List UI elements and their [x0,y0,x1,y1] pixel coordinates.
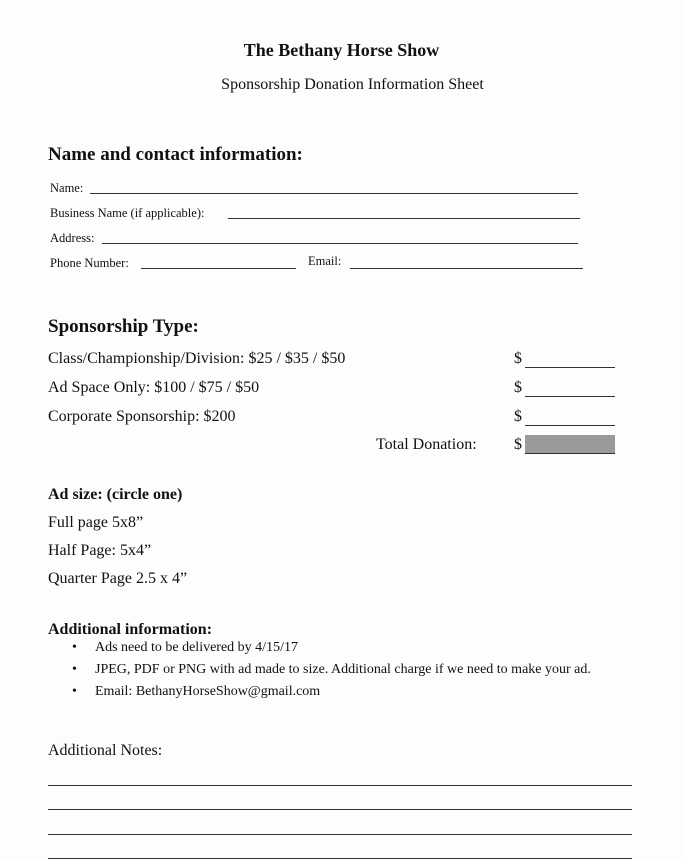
bullet-icon: • [72,684,77,699]
class-amount-field[interactable] [525,353,615,368]
name-label: Name: [50,181,84,195]
corporate-amount-field[interactable] [525,411,615,426]
document-title: The Bethany Horse Show [243,40,440,60]
notes-label: Additional Notes: [48,742,163,759]
notes-line[interactable] [48,858,632,859]
ad-size-option[interactable]: Full page 5x8” [48,514,144,531]
total-label: Total Donation: [376,436,477,453]
bullet-icon: • [72,640,77,655]
notes-line[interactable] [48,785,632,786]
contact-heading: Name and contact information: [48,144,303,165]
sponsorship-heading: Sponsorship Type: [48,316,199,337]
sponsorship-class-label: Class/Championship/Division: $25 / $35 / $50 [48,350,346,367]
business-label: Business Name (if applicable): [50,206,205,220]
name-field[interactable] [90,193,578,194]
ad-size-heading: Ad size: (circle one) [48,486,183,503]
notes-line[interactable] [48,834,632,835]
ad-amount-field[interactable] [525,382,615,397]
phone-label: Phone Number: [50,256,129,270]
address-label: Address: [50,231,95,245]
info-bullet: Email: BethanyHorseShow@gmail.com [95,684,321,699]
currency-sign: $ [514,408,522,425]
info-bullet: JPEG, PDF or PNG with ad made to size. Additional charge if we need to make your ad. [95,662,591,677]
email-field[interactable] [350,268,583,269]
ad-size-option[interactable]: Quarter Page 2.5 x 4” [48,570,188,587]
email-label: Email: [308,254,342,268]
sponsorship-ad-label: Ad Space Only: $100 / $75 / $50 [48,379,260,396]
info-bullet: Ads need to be delivered by 4/15/17 [95,640,298,655]
bullet-icon: • [72,662,77,677]
total-amount-field[interactable] [525,435,615,454]
phone-field[interactable] [141,268,296,269]
sponsorship-corporate-label: Corporate Sponsorship: $200 [48,408,236,425]
currency-sign: $ [514,350,522,367]
document-subtitle: Sponsorship Donation Information Sheet [221,76,484,93]
business-field[interactable] [228,218,580,219]
currency-sign: $ [514,379,522,396]
notes-line[interactable] [48,809,632,810]
address-field[interactable] [102,243,578,244]
currency-sign: $ [514,436,522,453]
ad-size-option[interactable]: Half Page: 5x4” [48,542,152,559]
additional-info-heading: Additional information: [48,621,213,638]
